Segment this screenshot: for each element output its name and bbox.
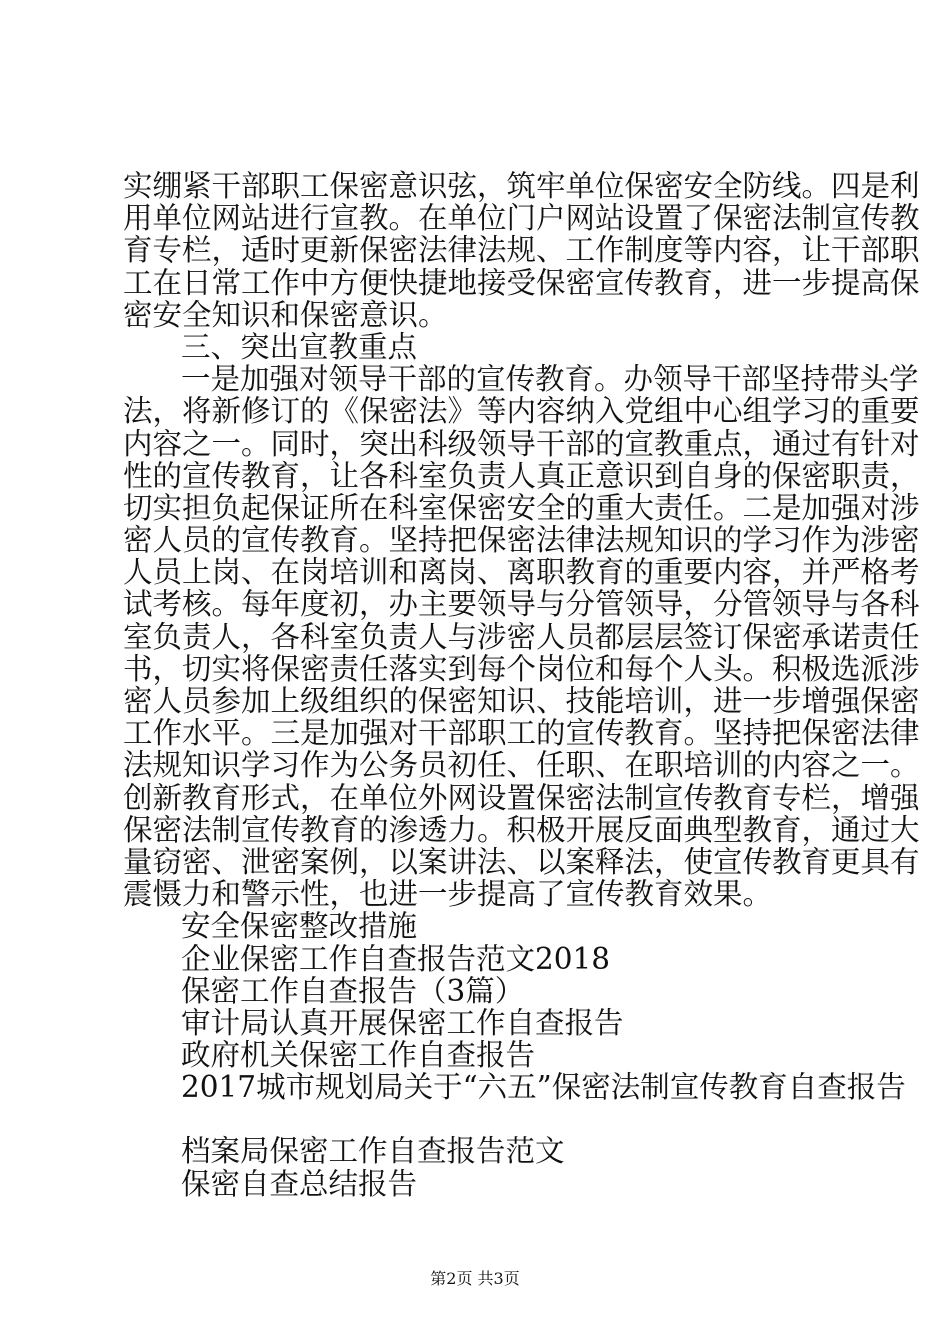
related-link[interactable]: 审计局认真开展保密工作自查报告	[181, 1005, 624, 1040]
text-line: 育专栏，适时更新保密法律法规、工作制度等内容，让干部职	[123, 233, 920, 268]
text-line: 工作水平。三是加强对干部职工的宣传教育。坚持把保密法律	[123, 716, 920, 751]
page-number: 第2页 共3页	[430, 1269, 520, 1288]
related-link[interactable]: 保密工作自查报告（3篇）	[181, 973, 525, 1008]
text-line: 量窃密、泄密案例，以案讲法、以案释法，使宣传教育更具有	[123, 844, 920, 879]
paragraph-1	[123, 169, 920, 332]
text-line: 内容之一。同时，突出科级领导干部的宣教重点，通过有针对	[123, 426, 920, 461]
text-line: 保密法制宣传教育的渗透力。积极开展反面典型教育，通过大	[123, 812, 920, 847]
text-line: 密安全知识和保密意识。	[123, 297, 448, 332]
text-line: 室负责人，各科室负责人与涉密人员都层层签订保密承诺责任	[123, 619, 920, 654]
related-link[interactable]: 档案局保密工作自查报告范文	[181, 1134, 565, 1169]
text-line: 人员上岗、在岗培训和离岗、离职教育的重要内容，并严格考	[123, 555, 920, 590]
spacer	[123, 1103, 843, 1135]
text-line: 法，将新修订的《保密法》等内容纳入党组中心组学习的重要	[123, 394, 920, 429]
text-line: 用单位网站进行宣教。在单位门户网站设置了保密法制宣传教	[123, 201, 920, 236]
text-line: 性的宣传教育，让各科室负责人真正意识到自身的保密职责，	[123, 458, 920, 493]
related-list	[123, 909, 906, 1201]
paragraph-2	[123, 362, 920, 912]
text-line: 一是加强对领导干部的宣传教育。办领导干部坚持带头学	[181, 362, 919, 397]
related-link[interactable]: 企业保密工作自查报告范文2018	[181, 941, 611, 976]
text-line: 切实担负起保证所在科室保密安全的重大责任。二是加强对涉	[123, 490, 920, 525]
related-link[interactable]: 安全保密整改措施	[181, 909, 418, 944]
text-line: 试考核。每年度初，办主要领导与分管领导，分管领导与各科	[123, 587, 920, 622]
related-link[interactable]: 2017城市规划局关于“六五”保密法制宣传教育自查报告	[181, 1070, 906, 1105]
text-line: 工在日常工作中方便快捷地接受保密宣传教育，进一步提高保	[123, 265, 920, 300]
text-line: 密人员的宣传教育。坚持把保密法律法规知识的学习作为涉密	[123, 523, 920, 558]
related-link[interactable]: 保密自查总结报告	[181, 1166, 418, 1201]
text-line: 法规知识学习作为公务员初任、任职、在职培训的内容之一。	[123, 748, 920, 783]
text-line: 实绷紧干部职工保密意识弦，筑牢单位保密安全防线。四是利	[123, 169, 920, 203]
text-line: 震慑力和警示性，也进一步提高了宣传教育效果。	[123, 877, 773, 912]
text-line: 书，切实将保密责任落实到每个岗位和每个人头。积极选派涉	[123, 651, 920, 686]
document-body	[123, 169, 920, 1201]
text-line: 密人员参加上级组织的保密知识、技能培训，进一步增强保密	[123, 684, 920, 718]
section-heading: 三、突出宣教重点	[181, 329, 418, 364]
text-line: 创新教育形式，在单位外网设置保密法制宣传教育专栏，增强	[123, 780, 920, 815]
related-link[interactable]: 政府机关保密工作自查报告	[181, 1038, 536, 1073]
